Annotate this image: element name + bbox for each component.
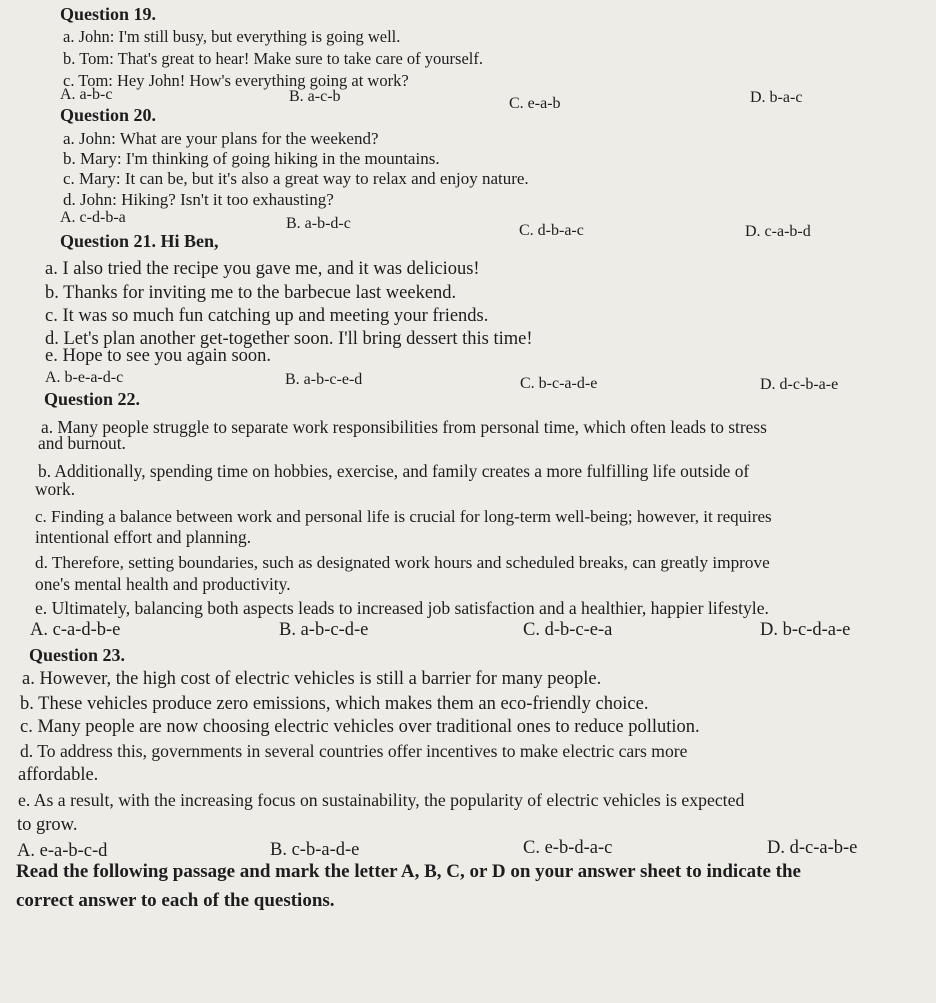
- q20-line-a: a. John: What are your plans for the weekend?: [63, 129, 379, 148]
- q20-title: Question 20.: [60, 105, 157, 125]
- q23-line-c: c. Many people are now choosing electric vehicles over traditional ones to reduce pollution.: [20, 717, 700, 737]
- q21-option-d: D. d-c-b-a-e: [760, 376, 839, 393]
- q23-line-e: e. As a result, with the increasing focus on sustainability, the popularity of electric vehicles is expected: [18, 790, 745, 810]
- q22-line-b-cont: work.: [35, 479, 76, 499]
- q23-option-c: C. e-b-d-a-c: [523, 838, 613, 858]
- q19-option-b: B. a-c-b: [289, 88, 341, 105]
- q21-line-e: e. Hope to see you again soon.: [45, 346, 272, 366]
- q22-line-b: b. Additionally, spending time on hobbies, exercise, and family creates a more fulfilling life outside of: [38, 461, 750, 481]
- q22-line-d: d. Therefore, setting boundaries, such as designated work hours and scheduled breaks, can greatly improve: [35, 553, 770, 572]
- q21-option-c: C. b-c-a-d-e: [520, 375, 598, 392]
- q19-line-a: a. John: I'm still busy, but everything is going well.: [63, 27, 401, 46]
- q21-option-b: B. a-b-c-e-d: [285, 371, 363, 388]
- q23-line-d: d. To address this, governments in several countries offer incentives to make electric cars more: [20, 741, 688, 761]
- q20-line-d: d. John: Hiking? Isn't it too exhausting?: [63, 190, 334, 209]
- q22-line-c: c. Finding a balance between work and personal life is crucial for long-term well-being; however, it requires: [35, 507, 772, 526]
- q21-option-a: A. b-e-a-d-c: [45, 369, 124, 386]
- q19-option-c: C. e-a-b: [509, 95, 561, 112]
- q21-line-b: b. Thanks for inviting me to the barbecue last weekend.: [45, 283, 457, 303]
- q20-option-a: A. c-d-b-a: [60, 209, 126, 226]
- q22-line-e: e. Ultimately, balancing both aspects leads to increased job satisfaction and a healthier, happier lifestyle.: [35, 598, 769, 618]
- q22-option-a: A. c-a-d-b-e: [30, 620, 121, 640]
- q23-option-d: D. d-c-a-b-e: [767, 838, 858, 858]
- q23-line-b: b. These vehicles produce zero emissions, which makes them an eco-friendly choice.: [20, 694, 649, 714]
- q22-option-b: B. a-b-c-d-e: [279, 620, 369, 640]
- q23-title: Question 23.: [29, 645, 126, 665]
- q23-option-a: A. e-a-b-c-d: [17, 841, 108, 861]
- q23-line-d-cont: affordable.: [18, 765, 99, 785]
- instruction-line-2: correct answer to each of the questions.: [16, 890, 335, 911]
- q20-line-c: c. Mary: It can be, but it's also a great way to relax and enjoy nature.: [63, 169, 529, 188]
- q19-line-c: c. Tom: Hey John! How's everything going at work?: [63, 71, 409, 90]
- q23-option-b: B. c-b-a-d-e: [270, 840, 360, 860]
- q22-option-c: C. d-b-c-e-a: [523, 620, 613, 640]
- q20-option-c: C. d-b-a-c: [519, 222, 584, 239]
- q19-option-a: A. a-b-c: [60, 86, 113, 103]
- q22-title: Question 22.: [44, 389, 141, 409]
- q19-option-d: D. b-a-c: [750, 89, 803, 106]
- q21-line-d: d. Let's plan another get-together soon. I'll bring dessert this time!: [45, 329, 533, 349]
- q22-line-c-cont: intentional effort and planning.: [35, 527, 252, 547]
- q22-line-a: a. Many people struggle to separate work responsibilities from personal time, which often leads to stress: [41, 417, 767, 437]
- q20-option-d: D. c-a-b-d: [745, 223, 811, 240]
- q22-line-d-cont: one's mental health and productivity.: [35, 574, 291, 594]
- q20-option-b: B. a-b-d-c: [286, 215, 351, 232]
- q21-line-a: a. I also tried the recipe you gave me, and it was delicious!: [45, 259, 480, 279]
- q21-title: Question 21. Hi Ben,: [60, 231, 219, 251]
- q23-line-a: a. However, the high cost of electric vehicles is still a barrier for many people.: [22, 669, 602, 689]
- q19-title: Question 19.: [60, 4, 157, 24]
- q22-line-a-cont: and burnout.: [38, 433, 126, 453]
- instruction-line-1: Read the following passage and mark the letter A, B, C, or D on your answer sheet to indicate the: [16, 861, 801, 882]
- q23-line-e-cont: to grow.: [17, 815, 78, 835]
- q22-option-d: D. b-c-d-a-e: [760, 620, 851, 640]
- q20-line-b: b. Mary: I'm thinking of going hiking in the mountains.: [63, 149, 440, 168]
- q19-line-b: b. Tom: That's great to hear! Make sure to take care of yourself.: [63, 49, 483, 68]
- q21-line-c: c. It was so much fun catching up and meeting your friends.: [45, 306, 489, 326]
